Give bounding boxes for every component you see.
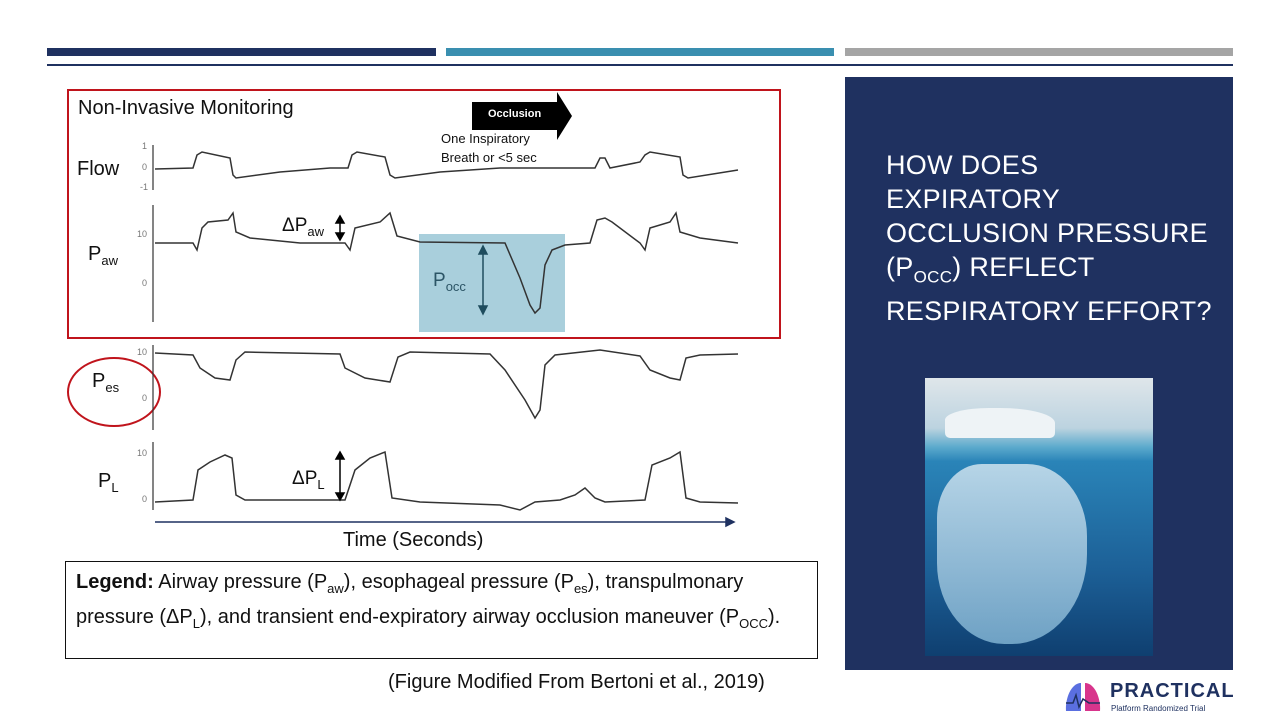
iceberg-image: [925, 378, 1153, 656]
waveforms: [0, 0, 800, 540]
header-bar-gray: [845, 48, 1233, 56]
logo-tagline: Platform Randomized Trial: [1111, 704, 1206, 713]
flow-label: Flow: [77, 158, 120, 180]
lungs-logo-icon: [1063, 679, 1103, 715]
citation: (Figure Modified From Bertoni et al., 2019): [388, 671, 765, 693]
figure-legend: Legend: Airway pressure $(P_{aw})$, esophageal pressure $(P_{es})$, transpulmonary pressure $(\Delta P_L)$, and transient end-expiratory airway occlusion maneuver $(P_{OCC})$.: [65, 561, 818, 659]
tick: -1: [140, 182, 149, 192]
x-axis-label: Time (Seconds): [343, 529, 484, 551]
pl-label: $P_L$: [98, 470, 119, 495]
paw-label: $P_{aw}$: [88, 243, 118, 268]
tick: 10: [137, 347, 148, 357]
tick: 0: [142, 393, 148, 403]
logo-name: PRACTICAL: [1110, 680, 1235, 702]
tick: 10: [137, 229, 148, 239]
delta-pl-label: $\Delta P_L$: [292, 468, 325, 492]
pes-trace: [155, 350, 738, 418]
panel-title: Non-Invasive Monitoring: [78, 97, 294, 119]
occlusion-label: Occlusion: [488, 108, 542, 120]
occlusion-note-1: One Inspiratory: [441, 131, 530, 146]
occlusion-note-2: Breath or <5 sec: [441, 150, 537, 165]
practical-logo: [1063, 679, 1233, 717]
tick: 10: [137, 448, 148, 458]
tick: 1: [142, 141, 148, 151]
tick: 0: [142, 494, 148, 504]
question-title: HOW DOES EXPIRATORY OCCLUSION PRESSURE $(P_{OCC})$ REFLECT RESPIRATORY EFFORT?: [886, 150, 1212, 327]
pes-label: $P_{es}$: [92, 370, 120, 395]
paw-trace: [155, 213, 738, 313]
tick: 0: [142, 278, 148, 288]
flow-trace: [155, 152, 738, 178]
pl-trace: [155, 452, 738, 510]
delta-paw-label: $\Delta P_{aw}$: [282, 215, 324, 239]
tick: 0: [142, 162, 148, 172]
pocc-label: $P_{occ}$: [433, 270, 466, 294]
